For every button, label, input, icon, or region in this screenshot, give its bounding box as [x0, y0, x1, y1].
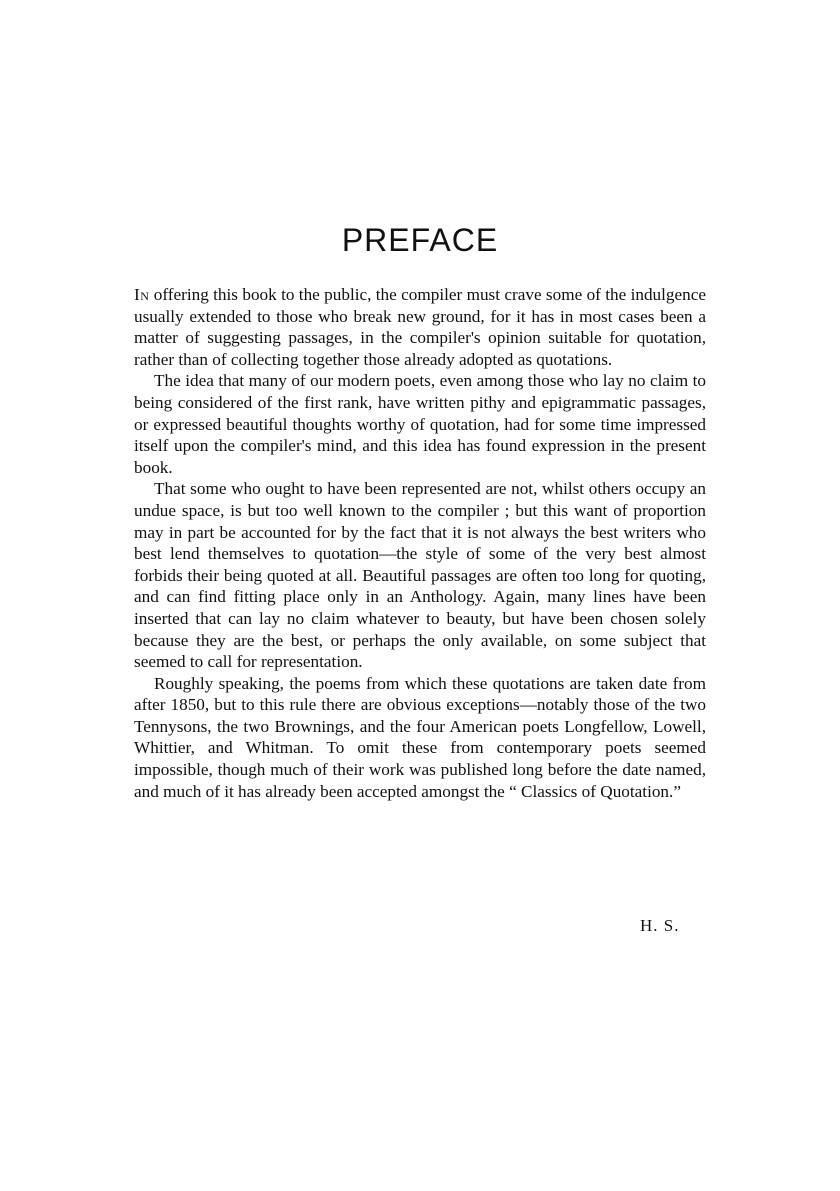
preface-paragraph-2: The idea that many of our modern poets, even among those who lay no claim to being considered of the first rank, have written pithy and epigrammatic passages, or expressed beautiful thoughts worthy of quotation, had for some time impressed itself upon the compiler's mind, and this idea has found expression in the present book. [134, 371, 706, 477]
preface-paragraph-3: That some who ought to have been represented are not, whilst others occupy an undue space, is but too well known to the compiler ; but this want of proportion may in part be accounted for by the fact that it is not always the best writers who best lend themselves to quotation—the style of some of the very best almost forbids their being quoted at all. Beautiful passages are often too long for quoting, and can find fitting place only in an Anthology. Again, many lines have been inserted that can lay no claim whatever to beauty, but have been chosen solely because they are the best, or perhaps the only available, on some subject that seemed to call for representation. [134, 479, 706, 672]
paragraph-lead-word: In [134, 285, 150, 304]
paragraph-text: offering this book to the public, the compiler must crave some of the indulgence usually extended to those who break new ground, for it has in most cases been a matter of suggesting passages, in the compiler's opinion suitable for quotation, rather than of collecting together those already adopted as quotations. [134, 285, 706, 369]
preface-paragraph-1 [134, 284, 706, 370]
page-title: PREFACE [341, 222, 499, 258]
preface-body [134, 284, 706, 802]
author-signature: H. S. [640, 916, 680, 935]
preface-paragraph-4: Roughly speaking, the poems from which these quotations are taken date from after 1850, but to this rule there are obvious exceptions—notably those of the two Tennysons, the two Brownings, and the four American poets Longfellow, Lowell, Whittier, and Whitman. To omit these from contemporary poets seemed impossible, though much of their work was published long before the date named, and much of it has already been accepted amongst the “ Classics of Quotation.” [134, 673, 706, 801]
